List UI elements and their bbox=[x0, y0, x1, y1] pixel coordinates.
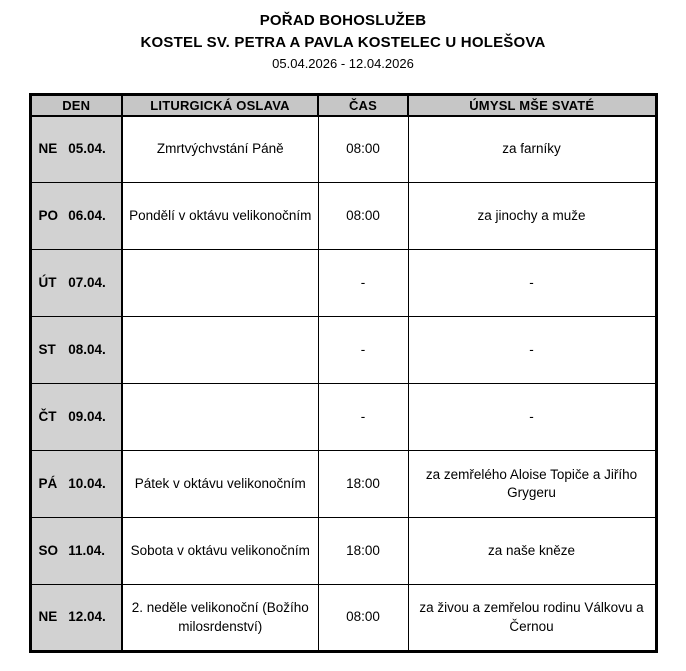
celebration-cell: Pátek v oktávu velikonočním bbox=[122, 451, 318, 518]
table-row bbox=[30, 585, 656, 652]
intention-cell: za farníky bbox=[408, 116, 656, 183]
intention-cell: - bbox=[408, 317, 656, 384]
mass-schedule-table bbox=[29, 93, 658, 653]
column-header-cas: ČAS bbox=[318, 95, 408, 116]
day-date: 12.04. bbox=[68, 609, 106, 625]
day-abbreviation: NE bbox=[38, 609, 58, 625]
day-abbreviation: NE bbox=[38, 141, 58, 157]
intention-cell: za zemřelého Aloise Topiče a Jiřího Grygeru bbox=[408, 451, 656, 518]
day-abbreviation: ČT bbox=[38, 408, 57, 424]
day-date: 08.04. bbox=[68, 341, 106, 357]
celebration-cell: 2. neděle velikonoční (Božího milosrdenství) bbox=[122, 585, 318, 652]
day-date: 09.04. bbox=[68, 408, 106, 424]
column-header-den: DEN bbox=[30, 95, 122, 116]
celebration-cell: Pondělí v oktávu velikonočním bbox=[122, 183, 318, 250]
day-cell bbox=[30, 518, 122, 585]
time-cell: 08:00 bbox=[318, 585, 408, 652]
day-cell bbox=[30, 183, 122, 250]
time-cell: - bbox=[318, 317, 408, 384]
table-row bbox=[30, 116, 656, 183]
table-row bbox=[30, 183, 656, 250]
day-date: 07.04. bbox=[68, 274, 106, 290]
day-date: 06.04. bbox=[68, 207, 106, 223]
date-range: 05.04.2026 - 12.04.2026 bbox=[272, 56, 414, 71]
day-date: 10.04. bbox=[68, 475, 106, 491]
intention-cell: za živou a zemřelou rodinu Válkovu a Černou bbox=[408, 585, 656, 652]
intention-cell: - bbox=[408, 250, 656, 317]
table-row bbox=[30, 317, 656, 384]
day-abbreviation: PO bbox=[38, 207, 59, 223]
intention-cell: za jinochy a muže bbox=[408, 183, 656, 250]
day-cell bbox=[30, 317, 122, 384]
time-cell: 18:00 bbox=[318, 451, 408, 518]
table-row bbox=[30, 518, 656, 585]
table-row bbox=[30, 451, 656, 518]
document-title: POŘAD BOHOSLUŽEB bbox=[259, 12, 427, 29]
day-cell bbox=[30, 116, 122, 183]
celebration-cell: Zmrtvýchvstání Páně bbox=[122, 116, 318, 183]
time-cell: 18:00 bbox=[318, 518, 408, 585]
day-abbreviation: ST bbox=[38, 341, 56, 357]
day-cell bbox=[30, 250, 122, 317]
column-header-umysl: ÚMYSL MŠE SVATÉ bbox=[408, 95, 656, 116]
celebration-cell: Sobota v oktávu velikonočním bbox=[122, 518, 318, 585]
time-cell: - bbox=[318, 384, 408, 451]
day-abbreviation: SO bbox=[38, 542, 59, 558]
intention-cell: za naše kněze bbox=[408, 518, 656, 585]
document-header bbox=[0, 12, 686, 71]
celebration-cell bbox=[122, 317, 318, 384]
day-date: 11.04. bbox=[68, 542, 106, 558]
day-cell bbox=[30, 585, 122, 652]
intention-cell: - bbox=[408, 384, 656, 451]
day-cell bbox=[30, 384, 122, 451]
celebration-cell bbox=[122, 384, 318, 451]
church-name: KOSTEL SV. PETRA A PAVLA KOSTELEC U HOLEŠOVA bbox=[140, 34, 546, 51]
time-cell: - bbox=[318, 250, 408, 317]
table-row bbox=[30, 250, 656, 317]
table-row bbox=[30, 384, 656, 451]
day-date: 05.04. bbox=[68, 141, 106, 157]
day-cell bbox=[30, 451, 122, 518]
table-header-row bbox=[30, 95, 656, 116]
day-abbreviation: PÁ bbox=[38, 475, 58, 491]
time-cell: 08:00 bbox=[318, 116, 408, 183]
column-header-liturgicka-oslava: LITURGICKÁ OSLAVA bbox=[122, 95, 318, 116]
time-cell: 08:00 bbox=[318, 183, 408, 250]
day-abbreviation: ÚT bbox=[38, 274, 57, 290]
celebration-cell bbox=[122, 250, 318, 317]
